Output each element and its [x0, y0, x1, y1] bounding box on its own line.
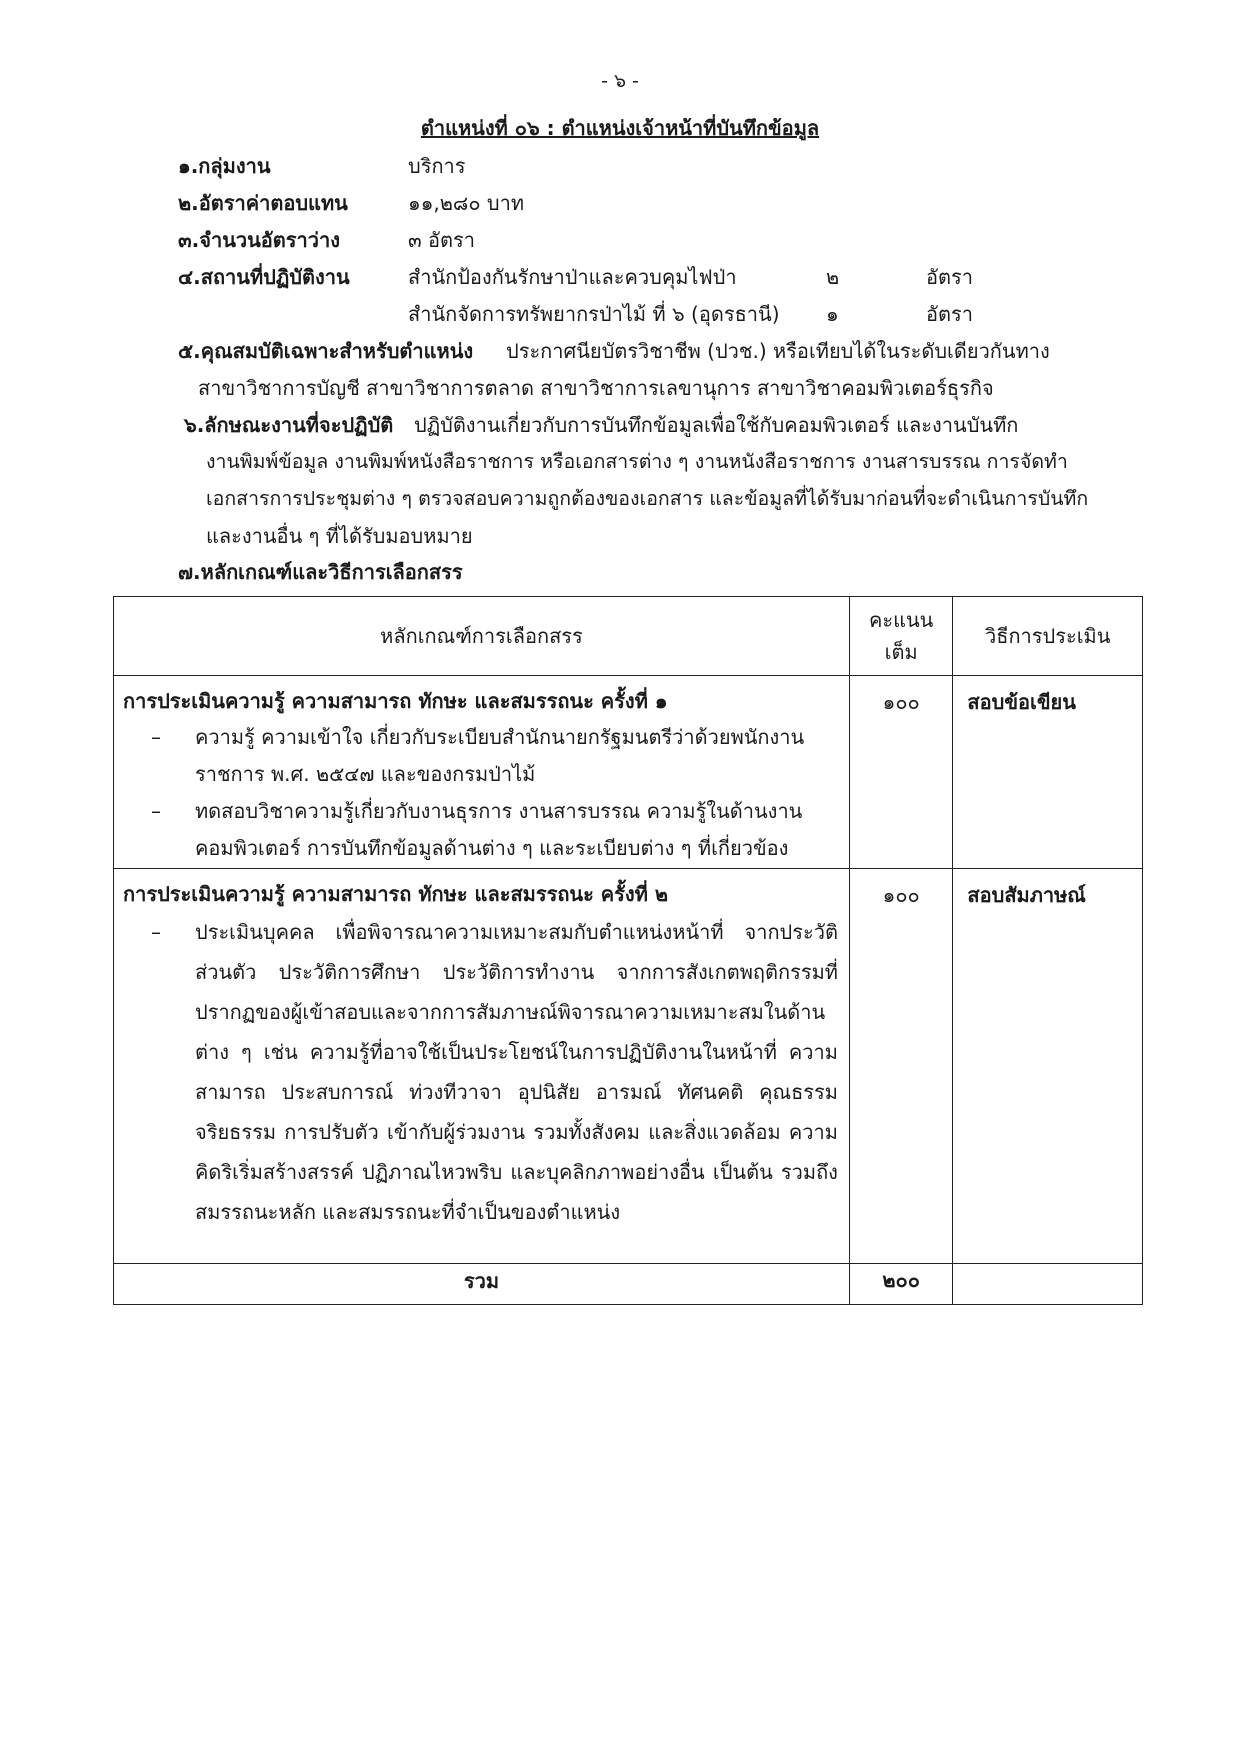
duty-label: ๖.ลักษณะงานที่จะปฏิบัติ [184, 413, 394, 437]
duty-line-2: งานพิมพ์ข้อมูล งานพิมพ์หนังสือราชการ หรือเอกสารต่าง ๆ งานหนังสือราชการ งานสารบรรณ การจัดทำ [206, 450, 1068, 473]
total-score: ๒๐๐ [849, 1264, 952, 1305]
section-2-title: การประเมินความรู้ ความสามารถ ทักษะ และสมรรถนะ ครั้งที่ ๒ [123, 882, 669, 906]
duty-line-4: และงานอื่น ๆ ที่ได้รับมอบหมาย [206, 524, 473, 548]
page-title [0, 112, 1240, 144]
pay-value: ๑๑,๒๘๐ บาท [408, 191, 525, 215]
duty-line-3: เอกสารการประชุมต่าง ๆ ตรวจสอบความถูกต้องของเอกสาร และข้อมูลที่ได้รับมาก่อนที่จะดำเนินการบันทึก [206, 487, 1089, 510]
group-value: บริการ [408, 154, 466, 178]
table-row [114, 676, 1143, 869]
table-header-row [114, 597, 1143, 676]
section-2-bullet-1: – ประเมินบุคคล เพื่อพิจารณาความเหมาะสมกับตำแหน่งหน้าที่ จากประวัติส่วนตัว ประวัติการศึกษา ประวัติการทำงาน จากการสังเกตพฤติกรรมที่ปรากฏของผู้เข้าสอบและจากการสัมภาษณ์พิจารณาความเหมาะสมในด้านต่าง ๆ เช่น ความรู้ที่อาจใช้เป็นประโยชน์ในการปฏิบัติงานในหน้าที่ ความสามารถ ประสบการณ์ ท่วงทีวาจา อุปนิสัย อารมณ์ ทัศนคติ คุณธรรม จริยธรรม การปรับตัว เข้ากับผู้ร่วมงาน รวมทั้งสังคม และสิ่งแวดล้อม ความคิดริเริ่มสร้างสรรค์ ปฏิภาณไหวพริบ และบุคลิกภาพอย่างอื่น เป็นต้น รวมถึงสมรรถนะหลัก และสมรรถนะที่จำเป็นของตำแหน่ง [151, 920, 838, 1224]
header-method: วิธีการประเมิน [953, 597, 1143, 676]
qualification-label: ๕.คุณสมบัติเฉพาะสำหรับตำแหน่ง [178, 339, 474, 363]
location-count-1: ๒ [826, 265, 840, 289]
total-label: รวม [114, 1264, 850, 1305]
section-1-criteria [114, 676, 850, 869]
section-2-criteria [114, 869, 850, 1264]
location-label: ๔.สถานที่ปฏิบัติงาน [178, 265, 350, 289]
section-2-method: สอบสัมภาษณ์ [953, 869, 1143, 1264]
pay-label: ๒.อัตราค่าตอบแทน [178, 191, 348, 215]
section-1-bullet-2-text: ทดสอบวิชาความรู้เกี่ยวกับงานธุรการ งานสารบรรณ ความรู้ในด้านงานคอมพิวเตอร์ การบันทึกข้อมูลด้านต่าง ๆ และระเบียบต่าง ๆ ที่เกี่ยวข้อง [195, 799, 803, 860]
location-unit-2: อัตรา [926, 302, 973, 326]
section-2-score: ๑๐๐ [849, 869, 952, 1264]
section-1-bullet-1-text: ความรู้ ความเข้าใจ เกี่ยวกับระเบียบสำนักนายกรัฐมนตรีว่าด้วยพนักงานราชการ พ.ศ. ๒๕๔๗ และของกรมป่าไม้ [195, 725, 805, 786]
header-score-line-2: เต็ม [884, 640, 918, 664]
criteria-table [113, 596, 1143, 1305]
header-score-line-1: คะแนน [869, 608, 934, 632]
location-unit-1: อัตรา [926, 265, 973, 289]
vacancy-value: ๓ อัตรา [408, 228, 476, 252]
vacancy-label: ๓.จำนวนอัตราว่าง [178, 228, 340, 252]
section-1-title: การประเมินความรู้ ความสามารถ ทักษะ และสมรรถนะ ครั้งที่ ๑ [123, 689, 668, 713]
qualification-line-1: ประกาศนียบัตรวิชาชีพ (ปวช.) หรือเทียบได้ในระดับเดียวกันทาง [506, 339, 1050, 363]
header-criteria: หลักเกณฑ์การเลือกสรร [114, 597, 850, 676]
table-row [114, 869, 1143, 1264]
total-method-empty [953, 1264, 1143, 1305]
section-2-bullet-1-text: ประเมินบุคคล เพื่อพิจารณาความเหมาะสมกับตำแหน่งหน้าที่ จากประวัติส่วนตัว ประวัติการศึกษา ประวัติการทำงาน จากการสังเกตพฤติกรรมที่ปรากฏของผู้เข้าสอบและจากการสัมภาษณ์พิจารณาความเหมาะสมในด้านต่าง ๆ เช่น ความรู้ที่อาจใช้เป็นประโยชน์ในการปฏิบัติงานในหน้าที่ ความสามารถ ประสบการณ์ ท่วงทีวาจา อุปนิสัย อารมณ์ ทัศนคติ คุณธรรม จริยธรรม การปรับตัว เข้ากับผู้ร่วมงาน รวมทั้งสังคม และสิ่งแวดล้อม ความคิดริเริ่มสร้างสรรค์ ปฏิภาณไหวพริบ และบุคลิกภาพอย่างอื่น เป็นต้น รวมถึงสมรรถนะหลัก และสมรรถนะที่จำเป็นของตำแหน่ง [195, 920, 838, 1224]
section-1-score: ๑๐๐ [849, 676, 952, 869]
criteria-label: ๗.หลักเกณฑ์และวิธีการเลือกสรร [178, 560, 463, 584]
section-1-bullet-2: – ทดสอบวิชาความรู้เกี่ยวกับงานธุรการ งานสารบรรณ ความรู้ในด้านงานคอมพิวเตอร์ การบันทึกข้อมูลด้านต่าง ๆ และระเบียบต่าง ๆ ที่เกี่ยวข้อง [151, 799, 803, 860]
location-name-1: สำนักป้องกันรักษาป่าและควบคุมไฟป่า [408, 265, 737, 289]
duty-line-1: ปฏิบัติงานเกี่ยวกับการบันทึกข้อมูลเพื่อใช้กับคอมพิวเตอร์ และงานบันทึก [414, 413, 1019, 437]
page-number: - ๖ - [601, 70, 639, 92]
group-label: ๑.กลุ่มงาน [178, 154, 271, 178]
header-score [849, 597, 952, 676]
section-1-bullet-1: – ความรู้ ความเข้าใจ เกี่ยวกับระเบียบสำนักนายกรัฐมนตรีว่าด้วยพนักงานราชการ พ.ศ. ๒๕๔๗ และของกรมป่าไม้ [151, 725, 805, 786]
total-row [114, 1264, 1143, 1305]
location-name-2: สำนักจัดการทรัพยากรป่าไม้ ที่ ๖ (อุดรธานี) [408, 302, 780, 326]
qualification-line-2: สาขาวิชาการบัญชี สาขาวิชาการตลาด สาขาวิชาการเลขานุการ สาขาวิชาคอมพิวเตอร์ธุรกิจ [198, 376, 994, 400]
title-text: ตำแหน่งที่ ๐๖ : ตำแหน่งเจ้าหน้าที่บันทึกข้อมูล [420, 116, 820, 140]
section-1-method: สอบข้อเขียน [953, 676, 1143, 869]
location-count-2: ๑ [826, 302, 839, 326]
